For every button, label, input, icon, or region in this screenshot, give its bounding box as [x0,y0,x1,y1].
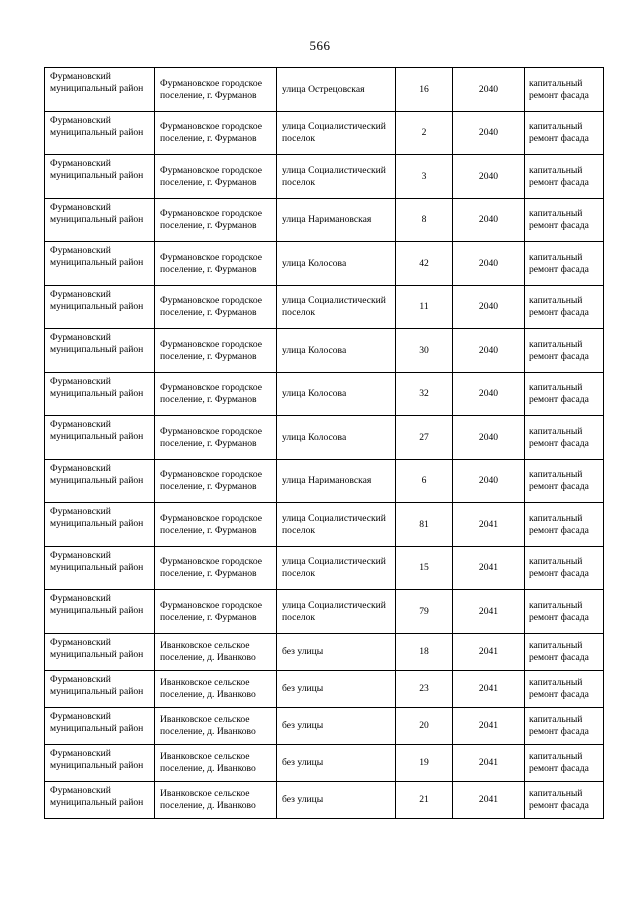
work-type-cell: капитальный ремонт фасада [525,372,604,416]
year-cell: 2040 [453,198,525,242]
year-cell: 2040 [453,68,525,112]
work-type-cell: капитальный ремонт фасада [525,285,604,329]
district-cell: Фурмановский муниципальный район [45,155,155,199]
street-cell: улица Наримановская [277,198,396,242]
house-number-cell: 19 [396,744,453,781]
street-cell: улица Социалистический поселок [277,546,396,590]
house-number-cell: 18 [396,633,453,670]
house-number-cell: 23 [396,670,453,707]
year-cell: 2041 [453,546,525,590]
table-row [45,459,604,503]
year-cell: 2040 [453,329,525,373]
settlement-cell: Фурмановское городское поселение, г. Фурманов [155,459,277,503]
table-row [45,372,604,416]
district-cell: Фурмановский муниципальный район [45,590,155,634]
house-number-cell: 2 [396,111,453,155]
records-table [44,67,604,819]
district-cell: Фурмановский муниципальный район [45,372,155,416]
table-row [45,416,604,460]
records-table-body [45,68,604,819]
house-number-cell: 20 [396,707,453,744]
year-cell: 2040 [453,285,525,329]
table-row [45,111,604,155]
table-row [45,242,604,286]
district-cell: Фурмановский муниципальный район [45,329,155,373]
district-cell: Фурмановский муниципальный район [45,670,155,707]
work-type-cell: капитальный ремонт фасада [525,155,604,199]
settlement-cell: Фурмановское городское поселение, г. Фурманов [155,546,277,590]
year-cell: 2041 [453,781,525,818]
work-type-cell: капитальный ремонт фасада [525,329,604,373]
street-cell: без улицы [277,707,396,744]
district-cell: Фурмановский муниципальный район [45,242,155,286]
work-type-cell: капитальный ремонт фасада [525,242,604,286]
page-number: 566 [309,38,331,53]
table-row [45,590,604,634]
district-cell: Фурмановский муниципальный район [45,503,155,547]
year-cell: 2040 [453,459,525,503]
work-type-cell: капитальный ремонт фасада [525,590,604,634]
house-number-cell: 79 [396,590,453,634]
street-cell: улица Колосова [277,372,396,416]
work-type-cell: капитальный ремонт фасада [525,781,604,818]
table-row [45,329,604,373]
settlement-cell: Фурмановское городское поселение, г. Фурманов [155,416,277,460]
street-cell: без улицы [277,744,396,781]
table-row [45,670,604,707]
settlement-cell: Иванковское сельское поселение, д. Иванково [155,670,277,707]
house-number-cell: 6 [396,459,453,503]
work-type-cell: капитальный ремонт фасада [525,111,604,155]
street-cell: улица Социалистический поселок [277,111,396,155]
district-cell: Фурмановский муниципальный район [45,633,155,670]
street-cell: улица Наримановская [277,459,396,503]
year-cell: 2040 [453,372,525,416]
district-cell: Фурмановский муниципальный район [45,198,155,242]
street-cell: улица Социалистический поселок [277,590,396,634]
house-number-cell: 21 [396,781,453,818]
street-cell: улица Социалистический поселок [277,285,396,329]
district-cell: Фурмановский муниципальный район [45,111,155,155]
street-cell: улица Колосова [277,416,396,460]
year-cell: 2041 [453,633,525,670]
year-cell: 2041 [453,503,525,547]
street-cell: улица Социалистический поселок [277,503,396,547]
district-cell: Фурмановский муниципальный район [45,546,155,590]
table-row [45,155,604,199]
work-type-cell: капитальный ремонт фасада [525,68,604,112]
year-cell: 2040 [453,111,525,155]
district-cell: Фурмановский муниципальный район [45,416,155,460]
year-cell: 2040 [453,416,525,460]
settlement-cell: Фурмановское городское поселение, г. Фурманов [155,155,277,199]
house-number-cell: 3 [396,155,453,199]
table-row [45,285,604,329]
work-type-cell: капитальный ремонт фасада [525,744,604,781]
street-cell: улица Колосова [277,329,396,373]
district-cell: Фурмановский муниципальный район [45,285,155,329]
table-row [45,503,604,547]
settlement-cell: Фурмановское городское поселение, г. Фурманов [155,285,277,329]
district-cell: Фурмановский муниципальный район [45,459,155,503]
settlement-cell: Иванковское сельское поселение, д. Иванково [155,707,277,744]
settlement-cell: Фурмановское городское поселение, г. Фурманов [155,590,277,634]
street-cell: без улицы [277,781,396,818]
settlement-cell: Иванковское сельское поселение, д. Иванково [155,744,277,781]
settlement-cell: Фурмановское городское поселение, г. Фурманов [155,242,277,286]
work-type-cell: капитальный ремонт фасада [525,416,604,460]
year-cell: 2040 [453,242,525,286]
district-cell: Фурмановский муниципальный район [45,68,155,112]
year-cell: 2041 [453,744,525,781]
year-cell: 2040 [453,155,525,199]
year-cell: 2041 [453,670,525,707]
settlement-cell: Иванковское сельское поселение, д. Иванково [155,781,277,818]
district-cell: Фурмановский муниципальный район [45,744,155,781]
work-type-cell: капитальный ремонт фасада [525,198,604,242]
street-cell: улица Острецовская [277,68,396,112]
street-cell: улица Колосова [277,242,396,286]
house-number-cell: 16 [396,68,453,112]
year-cell: 2041 [453,707,525,744]
house-number-cell: 42 [396,242,453,286]
table-row [45,707,604,744]
settlement-cell: Фурмановское городское поселение, г. Фурманов [155,198,277,242]
settlement-cell: Фурмановское городское поселение, г. Фурманов [155,329,277,373]
house-number-cell: 8 [396,198,453,242]
house-number-cell: 11 [396,285,453,329]
work-type-cell: капитальный ремонт фасада [525,707,604,744]
house-number-cell: 81 [396,503,453,547]
table-row [45,781,604,818]
work-type-cell: капитальный ремонт фасада [525,503,604,547]
settlement-cell: Фурмановское городское поселение, г. Фурманов [155,372,277,416]
table-row [45,198,604,242]
district-cell: Фурмановский муниципальный район [45,781,155,818]
house-number-cell: 15 [396,546,453,590]
work-type-cell: капитальный ремонт фасада [525,633,604,670]
street-cell: без улицы [277,670,396,707]
settlement-cell: Иванковское сельское поселение, д. Иванково [155,633,277,670]
house-number-cell: 27 [396,416,453,460]
year-cell: 2041 [453,590,525,634]
work-type-cell: капитальный ремонт фасада [525,670,604,707]
street-cell: без улицы [277,633,396,670]
settlement-cell: Фурмановское городское поселение, г. Фурманов [155,68,277,112]
table-row [45,744,604,781]
table-row [45,546,604,590]
house-number-cell: 30 [396,329,453,373]
settlement-cell: Фурмановское городское поселение, г. Фурманов [155,503,277,547]
work-type-cell: капитальный ремонт фасада [525,459,604,503]
street-cell: улица Социалистический поселок [277,155,396,199]
work-type-cell: капитальный ремонт фасада [525,546,604,590]
district-cell: Фурмановский муниципальный район [45,707,155,744]
house-number-cell: 32 [396,372,453,416]
table-row [45,68,604,112]
table-row [45,633,604,670]
settlement-cell: Фурмановское городское поселение, г. Фурманов [155,111,277,155]
